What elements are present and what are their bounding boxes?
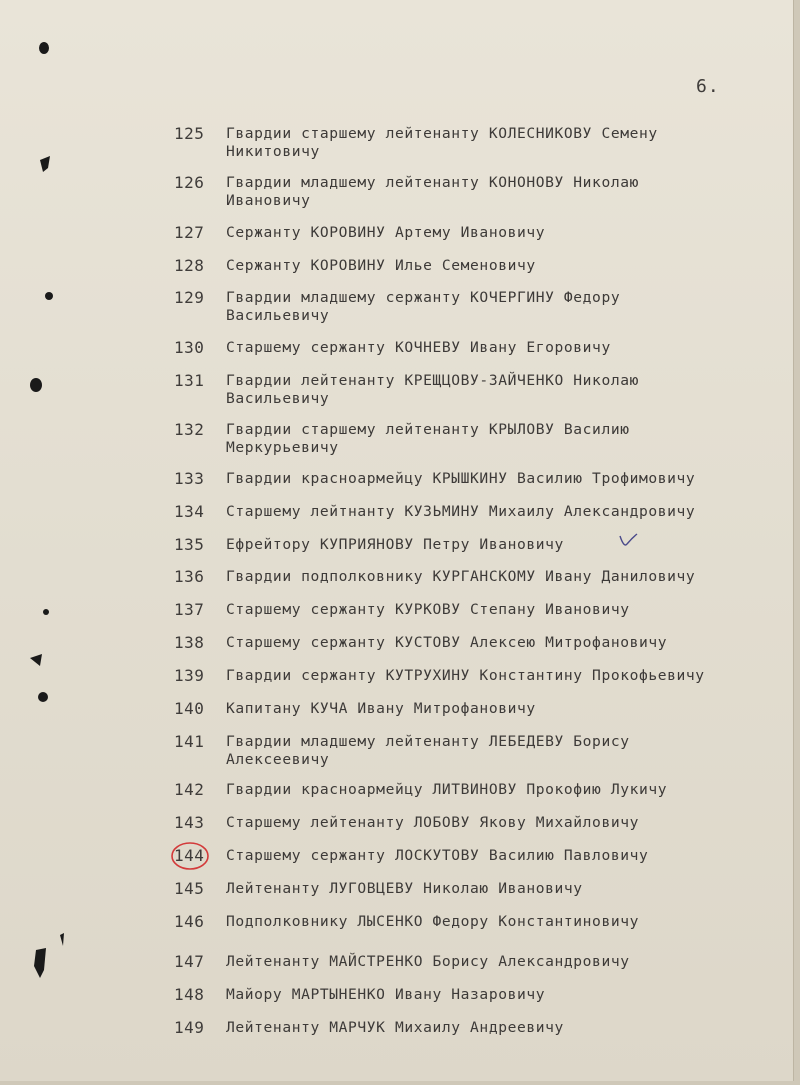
entry-text: Старшему сержанту ЛОСКУТОВУ Василию Павловичу: [226, 847, 649, 864]
hole-mark: [39, 42, 49, 54]
binding-holes: [0, 0, 80, 1085]
entry-text: Сержанту КОРОВИНУ Илье Семеновичу: [226, 257, 536, 274]
entry-number: 132: [174, 420, 205, 439]
entry-number: 129: [174, 288, 205, 307]
entry-number: 148: [174, 985, 205, 1004]
entry-number: 128: [174, 256, 205, 275]
entry-text-continued: Меркурьевичу: [226, 439, 339, 456]
entry-text: Лейтенанту ЛУГОВЦЕВУ Николаю Ивановичу: [226, 880, 583, 897]
entry-text: Гвардии подполковнику КУРГАНСКОМУ Ивану Даниловичу: [226, 568, 696, 585]
entry-text: Гвардии младшему лейтенанту КОНОНОВУ Николаю: [226, 174, 639, 191]
entry-number: 141: [174, 732, 205, 751]
entry-number: 138: [174, 633, 205, 652]
entry-text: Майору МАРТЫНЕНКО Ивану Назаровичу: [226, 986, 546, 1003]
page-edge-bottom: [0, 1081, 800, 1085]
entry-number: 139: [174, 666, 205, 685]
entry-number: 137: [174, 600, 205, 619]
entry-number: 133: [174, 469, 205, 488]
entry-number: 127: [174, 223, 205, 242]
entry-number: 125: [174, 124, 205, 143]
entry-text: Старшему сержанту КУСТОВУ Алексею Митрофановичу: [226, 634, 668, 651]
entry-text: Лейтенанту МАРЧУК Михаилу Андреевичу: [226, 1019, 564, 1036]
entry-number: 135: [174, 535, 205, 554]
entry-text: Лейтенанту МАЙСТРЕНКО Борису Александровичу: [226, 953, 630, 970]
entry-text: Старшему сержанту КУРКОВУ Степану Ивановичу: [226, 601, 630, 618]
hole-mark: [43, 609, 49, 615]
entry-text: Старшему сержанту КОЧНЕВУ Ивану Егоровичу: [226, 339, 611, 356]
entry-text: Старшему лейтнанту КУЗЬМИНУ Михаилу Александровичу: [226, 503, 696, 520]
hole-mark: [60, 933, 64, 946]
highlight-circle-mark: [170, 841, 210, 871]
entry-text: Ефрейтору КУПРИЯНОВУ Петру Ивановичу: [226, 536, 564, 553]
entry-text-continued: Ивановичу: [226, 192, 311, 209]
entry-text: Гвардии старшему лейтенанту КРЫЛОВУ Василию: [226, 421, 630, 438]
entry-number: 145: [174, 879, 205, 898]
entry-text-continued: Васильевичу: [226, 390, 330, 407]
entry-text: Гвардии младшему лейтенанту ЛЕБЕДЕВУ Борису: [226, 733, 630, 750]
hole-mark: [40, 156, 50, 172]
hole-mark: [45, 292, 53, 300]
entry-text: Гвардии младшему сержанту КОЧЕРГИНУ Федору: [226, 289, 621, 306]
entry-number: 146: [174, 912, 205, 931]
entry-number: 144: [174, 846, 205, 865]
entry-number: 131: [174, 371, 205, 390]
page-edge-right: [793, 0, 800, 1085]
hole-mark: [30, 654, 42, 666]
entry-number: 149: [174, 1018, 205, 1037]
entry-text: Сержанту КОРОВИНУ Артему Ивановичу: [226, 224, 546, 241]
entry-text: Старшему лейтенанту ЛОБОВУ Якову Михайловичу: [226, 814, 639, 831]
entry-number: 134: [174, 502, 205, 521]
entry-text-continued: Васильевичу: [226, 307, 330, 324]
entry-number: 130: [174, 338, 205, 357]
entry-text-continued: Никитовичу: [226, 143, 320, 160]
entry-number: 136: [174, 567, 205, 586]
entry-text: Подполковнику ЛЫСЕНКО Федору Константиновичу: [226, 913, 639, 930]
entry-text: Капитану КУЧА Ивану Митрофановичу: [226, 700, 536, 717]
check-mark: [618, 532, 640, 548]
entry-text: Гвардии сержанту КУТРУХИНУ Константину Прокофьевичу: [226, 667, 705, 684]
hole-mark: [30, 378, 42, 392]
hole-mark: [34, 948, 46, 978]
entry-number: 140: [174, 699, 205, 718]
hole-mark: [38, 692, 48, 702]
entry-number: 147: [174, 952, 205, 971]
entry-number: 142: [174, 780, 205, 799]
entry-text: Гвардии красноармейцу КРЫШКИНУ Василию Трофимовичу: [226, 470, 696, 487]
entry-text-continued: Алексеевичу: [226, 751, 330, 768]
entry-number: 126: [174, 173, 205, 192]
entry-text: Гвардии лейтенанту КРЕЩЦОВУ-ЗАЙЧЕНКО Николаю: [226, 372, 639, 389]
entry-text: Гвардии красноармейцу ЛИТВИНОВУ Прокофию Лукичу: [226, 781, 668, 798]
page-number: 6.: [696, 76, 720, 97]
entry-number: 143: [174, 813, 205, 832]
entry-text: Гвардии старшему лейтенанту КОЛЕСНИКОВУ Семену: [226, 125, 658, 142]
